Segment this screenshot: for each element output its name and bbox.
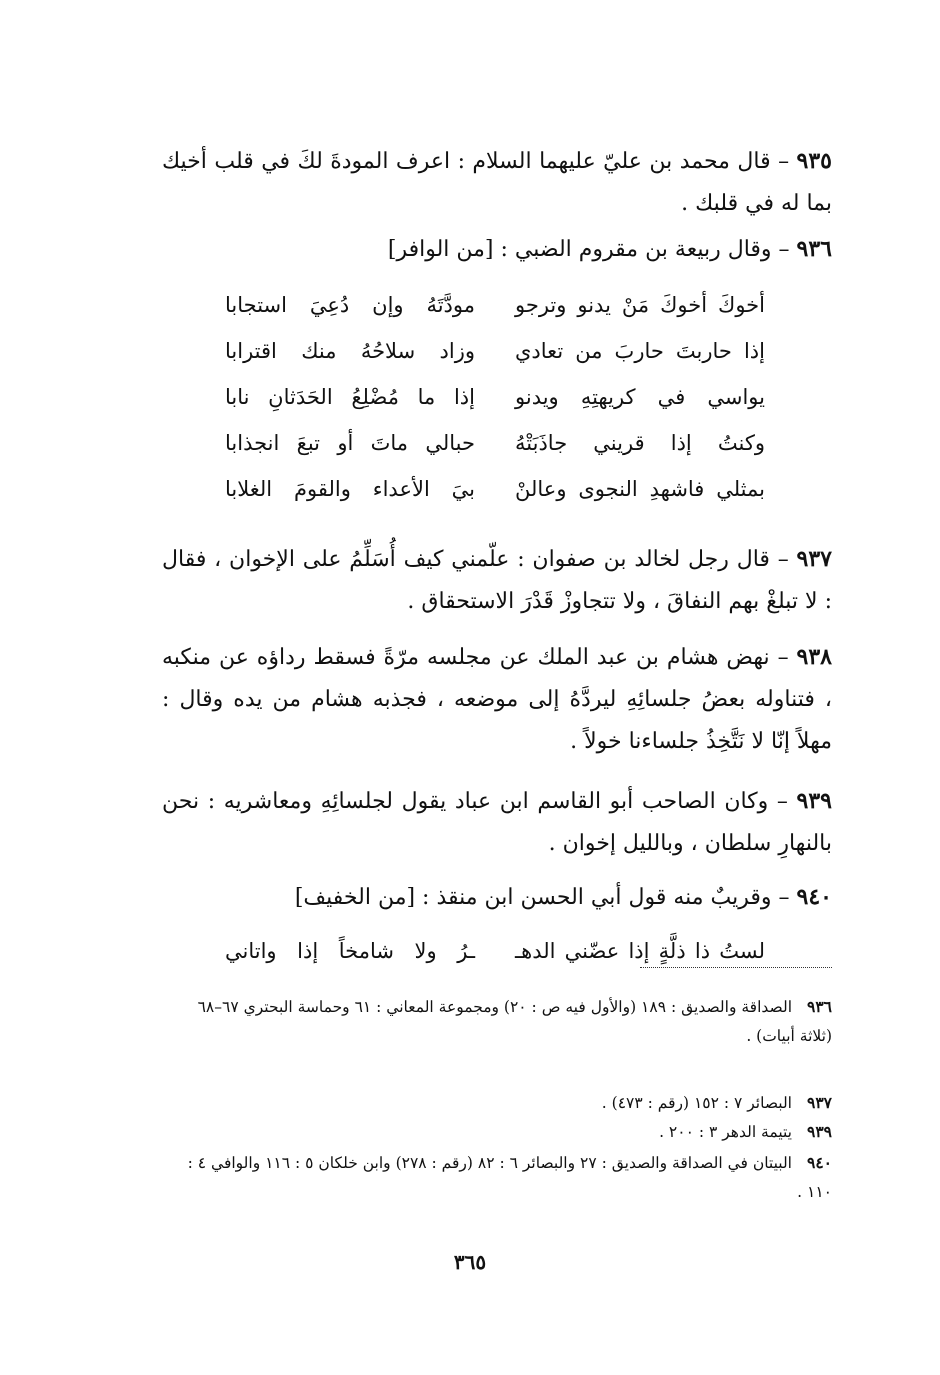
footnote-937 — [162, 1088, 832, 1118]
hemistich-first: بمثلي فاشهدِ النجوى وعالنْ — [515, 477, 765, 501]
hemistich-first: يواسي في كريهتِهِ ويدنو — [515, 385, 765, 409]
verse-line — [225, 466, 765, 512]
hemistich-first: أخوكَ أخوكَ مَنْ يدنو وترجو — [515, 293, 765, 317]
entry-number: ٩٣٦ — [796, 236, 832, 262]
entry-text: – وقال ربيعة بن مقروم الضبي : [من الوافر] — [387, 237, 790, 262]
entry-number: ٩٣٥ — [796, 148, 832, 174]
entry-number: ٩٣٧ — [796, 546, 832, 572]
entry-938 — [162, 636, 832, 763]
entry-text: – قال رجل لخالد بن صفوان : علّمني كيف أُسَلِّمُ على الإخوان ، فقال : لا تبلغْ بهم النفاقَ ، ولا تتجاوزْ قَدْرَ الاستحقاق . — [162, 547, 832, 614]
poem-936 — [225, 282, 765, 512]
entry-text: – وقريبٌ منه قول أبي الحسن ابن منقذ : [من الخفيف] — [294, 885, 790, 910]
entry-937 — [162, 538, 832, 623]
footnote-936 — [162, 992, 832, 1051]
entry-number: ٩٤٠ — [796, 884, 832, 910]
hemistich-second: بيَ الأعداء والقومَ الغلابا — [225, 477, 475, 501]
footnote-number: ٩٣٦ — [807, 997, 832, 1016]
entry-939 — [162, 780, 832, 865]
footnote-number: ٩٣٩ — [807, 1122, 832, 1141]
footnote-text: الصداقة والصديق : ١٨٩ (والأول فيه ص : ٢٠) ومجموعة المعاني : ٦١ وحماسة البحتري ٦٧–٦٨ (ثلاثة أبيات) . — [197, 998, 832, 1045]
entry-text: – وكان الصاحب أبو القاسم ابن عباد يقول لجلسائِهِ ومعاشريه : نحن بالنهارِ سلطان ، وبالليل إخوان . — [162, 789, 832, 856]
entry-935 — [162, 140, 832, 225]
footnote-divider — [640, 967, 832, 968]
hemistich-second: حبالي ماتَ أو تبعَ انجذابا — [225, 431, 475, 455]
page-number: ٣٦٥ — [453, 1250, 487, 1274]
entry-text: – قال محمد بن عليّ عليهما السلام : اعرف المودةَ لكَ في قلب أخيك بما له في قلبك . — [162, 149, 832, 216]
footnote-text: يتيمة الدهر ٣ : ٢٠٠ . — [659, 1123, 792, 1141]
footnote-number: ٩٣٧ — [807, 1093, 832, 1112]
hemistich-second: وزاد سلاحُهُ منك اقترابا — [225, 339, 475, 363]
footnote-940 — [162, 1148, 832, 1207]
verse-line — [225, 328, 765, 374]
hemistich-first: إذا حاربتَ حاربَ من تعادي — [515, 339, 765, 363]
verse-line — [225, 282, 765, 328]
footnote-939 — [162, 1117, 832, 1147]
entry-number: ٩٣٨ — [796, 644, 832, 670]
hemistich-first: وكنتُ إذا قريني جاذَبَتْهُ — [515, 431, 765, 455]
entry-number: ٩٣٩ — [796, 788, 832, 814]
entry-940 — [162, 876, 832, 919]
verse-line — [225, 420, 765, 466]
verse-line — [225, 374, 765, 420]
entry-936 — [162, 228, 832, 271]
footnote-text: البيتان في الصداقة والصديق : ٢٧ والبصائر ٦ : ٨٢ (رقم : ٢٧٨) وابن خلكان ٥ : ١١٦ والوافي ٤ : ١١٠ . — [187, 1154, 832, 1201]
hemistich-first: لستُ ذا ذلَّةٍ إذا عضّني الدهـ — [515, 939, 765, 963]
hemistich-second: إذا ما مُضْلِعُ الحَدَثانِ نابا — [225, 385, 475, 409]
footnote-number: ٩٤٠ — [807, 1153, 832, 1172]
footnote-text: البصائر ٧ : ١٥٢ (رقم : ٤٧٣) . — [601, 1094, 792, 1112]
hemistich-second: مودَّتَهُ وإن دُعِيَ استجابا — [225, 293, 475, 317]
entry-text: – نهض هشام بن عبد الملك عن مجلسه مرّةً فسقط رداؤه عن منكبه ، فتناوله بعضُ جلسائِهِ ليردَّهُ إلى موضعه ، فجذبه هشام من يده وقال : مهلاً إنّا لا نَتَّخِذُ جلساءنا خولاً . — [162, 645, 832, 754]
hemistich-second: ـرُ ولا شامخاً إذا واتاني — [225, 939, 475, 963]
